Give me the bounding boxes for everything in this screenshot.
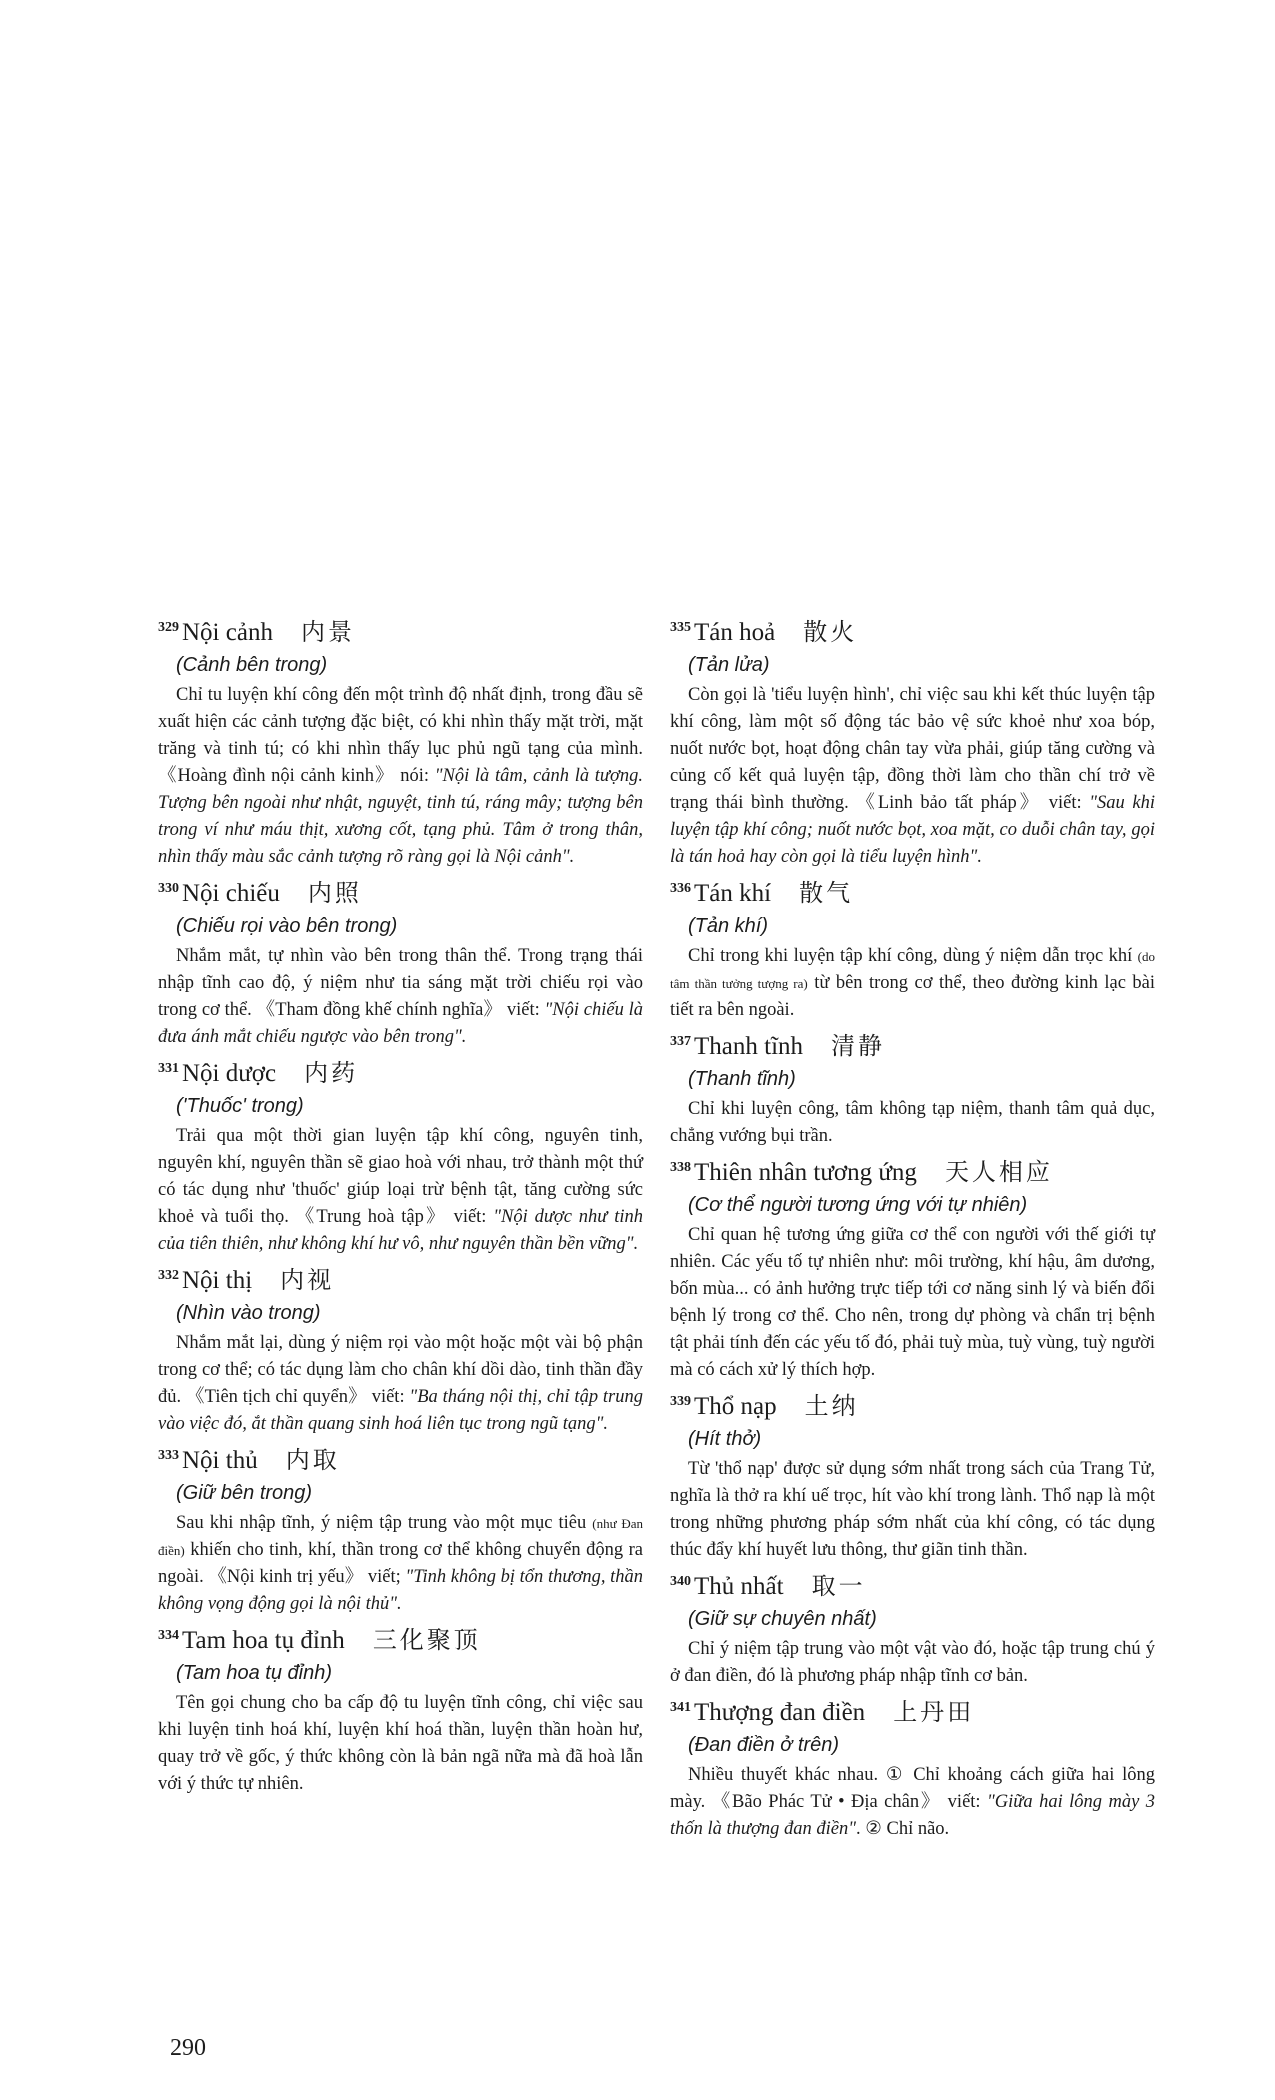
entry-heading	[158, 1266, 643, 1300]
entry-chinese: 内视	[280, 1268, 335, 1294]
body-small-note: (do tâm thần tưởng tượng ra)	[670, 949, 1155, 991]
body-text: Nhắm mắt, tự nhìn vào bên trong thân thể. Trong trạng thái nhập tĩnh cao độ, ý niệm như tia sáng mặt trời chiếu rọi vào trong cơ thể. 《Tham đồng khế chính nghĩa》 viết:	[158, 946, 643, 1020]
entry-body	[670, 1222, 1155, 1384]
entry-body	[670, 1636, 1155, 1690]
entry-number: 340	[670, 1574, 691, 1589]
entry-subtitle: (Hít thở)	[688, 1428, 762, 1450]
entry-heading	[670, 1158, 1155, 1192]
entry-subtitle: (Tản lửa)	[688, 654, 770, 676]
entry-chinese: 内照	[307, 881, 362, 907]
entry-subtitle: (Đan điền ở trên)	[688, 1734, 840, 1756]
entry-term: Nội dược	[182, 1060, 277, 1087]
body-text: Còn gọi là 'tiểu luyện hình', chỉ việc sau khi kết thúc luyện tập khí công, làm một số động tác bảo vệ sức khoẻ như xoa bóp, nuốt nước bọt, hoạt động chân tay vừa phải, giúp tăng cường và củng cố kết quả luyện tập, đồng thời làm cho thần chí trở về trạng thái bình thường. 《Linh bảo tất pháp》 viết:	[670, 685, 1155, 813]
entry-body	[158, 1510, 643, 1618]
entry-subtitle: (Cơ thể người tương ứng với tự nhiên)	[688, 1194, 1028, 1216]
left-column	[158, 618, 643, 1806]
body-text: khiến cho tinh, khí, thần trong cơ thể không chuyển động ra ngoài. 《Nội kinh trị yếu》 viết;	[158, 1540, 643, 1587]
entry-number: 332	[158, 1268, 179, 1283]
entry-term: Thượng đan điền	[694, 1699, 866, 1726]
entry-chinese: 取一	[811, 1574, 866, 1600]
entry-chinese: 散气	[799, 881, 854, 907]
entry-heading	[670, 879, 1155, 913]
entry-number: 339	[670, 1394, 691, 1409]
entry-335	[670, 618, 1155, 871]
entry-term: Nội thủ	[182, 1447, 258, 1474]
entry-body	[670, 1096, 1155, 1150]
entry-subtitle: (Giữ bên trong)	[176, 1482, 313, 1504]
entry-subtitle: ('Thuốc' trong)	[176, 1095, 304, 1117]
body-text: Từ 'thổ nạp' được sử dụng sớm nhất trong sách của Trang Tử, nghĩa là thở ra khí uế trọc, hít vào khí trong lành. Thổ nạp là một trong những phương pháp sớm nhất của khí công, có tác dụng thúc đẩy khí huyết lưu thông, thư giãn tinh thần.	[670, 1459, 1155, 1560]
entry-heading	[158, 1446, 643, 1480]
entry-subtitle: (Tam hoa tụ đỉnh)	[176, 1662, 333, 1684]
body-quote: "Giữa hai lông mày 3 thốn là thượng đan điền"	[670, 1792, 1155, 1839]
entry-body	[670, 682, 1155, 871]
entry-341	[670, 1698, 1155, 1843]
entry-chinese: 散火	[803, 620, 858, 646]
entry-338	[670, 1158, 1155, 1384]
entry-subtitle: (Tản khí)	[688, 915, 769, 937]
entry-subtitle: (Cảnh bên trong)	[176, 654, 328, 676]
body-text: Tên gọi chung cho ba cấp độ tu luyện tĩnh công, chỉ việc sau khi luyện tinh hoá khí, luyện khí hoá thần, luyện thần hoàn hư, quay trở về gốc, ý thức không còn là bản ngã nữa mà đã hoà lẫn với ý thức tự nhiên.	[158, 1693, 643, 1794]
entry-heading	[158, 879, 643, 913]
entry-339	[670, 1392, 1155, 1564]
body-text: Chỉ tu luyện khí công đến một trình độ nhất định, trong đầu sẽ xuất hiện các cảnh tượng đặc biệt, có khi nhìn thấy mặt trời, mặt trăng và tinh tú; có khi nhìn thấy lục phủ ngũ tạng của mình. 《Hoàng đình nội cảnh kinh》 nói:	[158, 685, 643, 786]
body-text: Chỉ khi luyện công, tâm không tạp niệm, thanh tâm quả dục, chẳng vướng bụi trần.	[670, 1099, 1155, 1146]
entry-number: 337	[670, 1034, 691, 1049]
entry-term: Thiên nhân tương ứng	[694, 1159, 917, 1186]
entry-number: 341	[670, 1700, 691, 1715]
entry-body	[670, 943, 1155, 1024]
entry-chinese: 内景	[300, 620, 355, 646]
entry-term: Nội cảnh	[182, 619, 273, 646]
entry-body	[158, 682, 643, 871]
entry-chinese: 土纳	[804, 1394, 859, 1420]
entry-body	[158, 1330, 643, 1438]
body-text: Sau khi nhập tĩnh, ý niệm tập trung vào một mục tiêu	[176, 1513, 593, 1533]
entry-heading	[670, 618, 1155, 652]
entry-body	[670, 1456, 1155, 1564]
entry-subtitle: (Thanh tĩnh)	[688, 1068, 796, 1090]
entry-body	[158, 1123, 643, 1258]
body-text: Chỉ trong khi luyện tập khí công, dùng ý niệm dẫn trọc khí	[688, 946, 1138, 966]
entry-number: 330	[158, 881, 179, 896]
body-quote: "Ba tháng nội thị, chỉ tập trung vào việc đó, ắt thần quang sinh hoá liên tục trong ngũ tạng".	[158, 1387, 643, 1434]
entry-333	[158, 1446, 643, 1618]
body-quote: "Nội chiếu là đưa ánh mắt chiếu ngược vào bên trong".	[158, 1000, 644, 1047]
entry-subtitle: (Giữ sự chuyên nhất)	[688, 1608, 877, 1630]
entry-chinese: 天人相应	[944, 1160, 1053, 1186]
entry-330	[158, 879, 643, 1051]
entry-subtitle: (Nhìn vào trong)	[176, 1302, 321, 1324]
entry-heading	[158, 1626, 643, 1660]
entry-term: Thổ nạp	[694, 1393, 777, 1420]
entry-term: Nội chiếu	[182, 880, 280, 907]
entry-term: Tán khí	[694, 880, 772, 907]
entry-heading	[670, 1698, 1155, 1732]
body-quote: "Tinh không bị tổn thương, thần không vọng động gọi là nội thủ".	[158, 1567, 643, 1614]
entry-number: 334	[158, 1628, 179, 1643]
body-text: Chỉ ý niệm tập trung vào một vật vào đó, hoặc tập trung chú ý ở đan điền, đó là phương pháp nhập tĩnh cơ bản.	[670, 1639, 1155, 1686]
entry-subtitle: (Chiếu rọi vào bên trong)	[176, 915, 398, 937]
entry-334	[158, 1626, 643, 1798]
body-text: Trải qua một thời gian luyện tập khí công, nguyên tinh, nguyên khí, nguyên thần sẽ giao hoà với nhau, trở thành một thứ có tác dụng như 'thuốc' giúp loại trừ bệnh tật, tăng cường sức khoẻ và tuổi thọ. 《Trung hoà tập》 viết:	[158, 1126, 643, 1227]
entry-body	[670, 1762, 1155, 1843]
entry-body	[158, 1690, 643, 1798]
entry-body	[158, 943, 643, 1051]
entry-number: 329	[158, 620, 179, 635]
entry-chinese: 三化聚顶	[372, 1628, 481, 1654]
entry-331	[158, 1059, 643, 1258]
entry-332	[158, 1266, 643, 1438]
entry-term: Tam hoa tụ đỉnh	[182, 1627, 345, 1654]
entry-336	[670, 879, 1155, 1024]
page-number: 290	[170, 2035, 206, 2061]
body-text: Nhiều thuyết khác nhau. ① Chỉ khoảng cách giữa hai lông mày. 《Bão Phác Tử • Địa chân》 viết:	[670, 1765, 1155, 1812]
entry-chinese: 上丹田	[893, 1700, 975, 1726]
entry-heading	[158, 1059, 643, 1093]
body-text: từ bên trong cơ thể, theo đường kinh lạc bài tiết ra bên ngoài.	[670, 973, 1155, 1020]
entry-340	[670, 1572, 1155, 1690]
entry-chinese: 内药	[304, 1061, 359, 1087]
entry-number: 336	[670, 881, 691, 896]
body-text: . ② Chỉ não.	[856, 1819, 950, 1839]
entry-term: Nội thị	[182, 1267, 253, 1294]
body-quote: "Nội dược như tinh của tiên thiên, như không khí hư vô, như nguyên thần bền vững".	[158, 1207, 643, 1254]
right-column	[670, 618, 1155, 1851]
body-text: Nhắm mắt lại, dùng ý niệm rọi vào một hoặc một vài bộ phận trong cơ thể; có tác dụng làm cho chân khí dồi dào, tinh thần đầy đủ. 《Tiên tịch chỉ quyển》 viết:	[158, 1333, 643, 1407]
entry-term: Thanh tĩnh	[694, 1033, 804, 1060]
body-text: Chỉ quan hệ tương ứng giữa cơ thể con người với thế giới tự nhiên. Các yếu tố tự nhiên như: môi trường, khí hậu, âm dương, bốn mùa... có ảnh hưởng trực tiếp tới cơ năng sinh lý và biến đổi bệnh lý trong cơ thể. Cho nên, trong dự phòng và chẩn trị bệnh tật phải tính đến các yếu tố đó, phải tuỳ mùa, tuỳ vùng, tuỳ người mà có cách xử lý thích hợp.	[670, 1225, 1155, 1380]
entry-number: 331	[158, 1061, 179, 1076]
entry-number: 335	[670, 620, 691, 635]
entry-term: Thủ nhất	[694, 1573, 784, 1600]
entry-term: Tán hoả	[694, 619, 776, 646]
entry-number: 333	[158, 1448, 179, 1463]
entry-heading	[670, 1572, 1155, 1606]
entry-number: 338	[670, 1160, 691, 1175]
entry-heading	[158, 618, 643, 652]
entry-chinese: 内取	[285, 1448, 340, 1474]
body-quote: "Nội là tâm, cảnh là tượng. Tượng bên ngoài như nhật, nguyệt, tinh tú, ráng mây; tượng bên trong ví như máu thịt, xương cốt, tạng phủ. Tâm ở trong thân, nhìn thấy màu sắc cảnh tượng rõ ràng gọi là Nội cảnh".	[158, 766, 643, 867]
entry-heading	[670, 1032, 1155, 1066]
body-quote: "Sau khi luyện tập khí công; nuốt nước bọt, xoa mặt, co duỗi chân tay, gọi là tán hoả hay còn gọi là tiểu luyện hình".	[670, 793, 1156, 867]
entry-329	[158, 618, 643, 871]
entry-heading	[670, 1392, 1155, 1426]
entry-chinese: 清静	[831, 1034, 886, 1060]
body-small-note: (như Đan điền)	[158, 1516, 643, 1558]
entry-337	[670, 1032, 1155, 1150]
